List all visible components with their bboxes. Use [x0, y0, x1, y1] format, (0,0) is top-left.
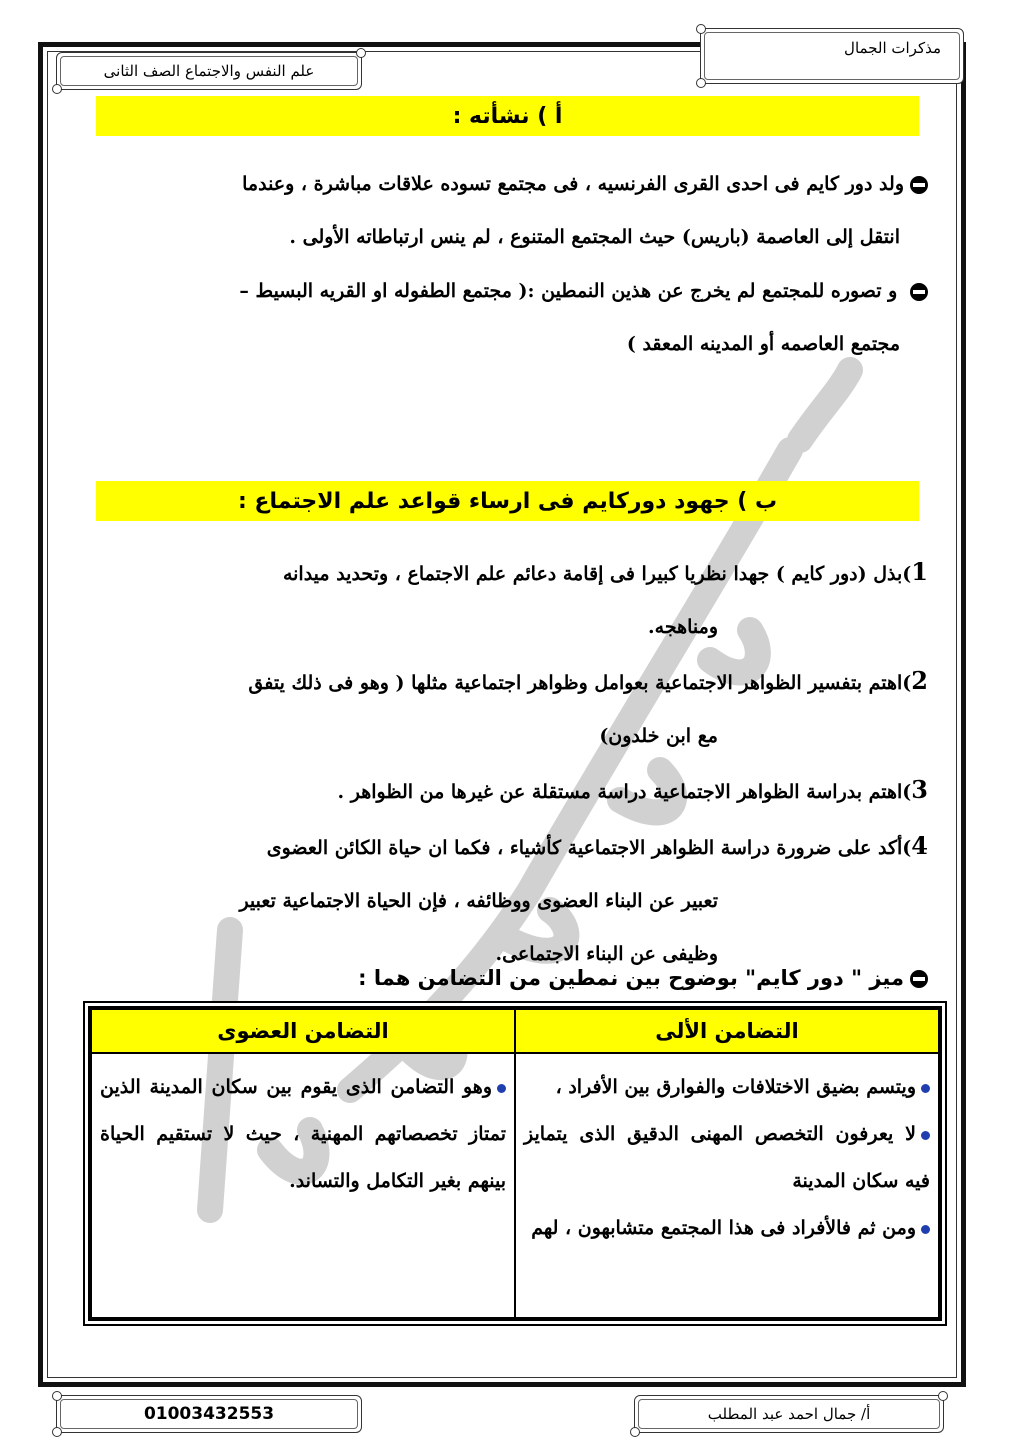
point-text: وهو التضامن الذى يقوم بين سكان المدينة الذين تمتاز تخصصاتهم المهنية ، حيث لا تستقيم الحياة بينهم بغير التكامل والتساند. — [100, 1076, 506, 1192]
list-item — [90, 654, 928, 763]
scroll-curl-icon — [938, 1391, 948, 1401]
section-a-title: أ ) نشأته : — [96, 96, 919, 136]
item-number: 4 — [911, 831, 928, 860]
section-a-paragraph-1 — [90, 158, 928, 264]
item-number: 2 — [911, 666, 928, 695]
item-line: )أكد على ضرورة دراسة الظواهر الاجتماعية كأشياء ، فكما ان حياة الكائن العضوى — [266, 837, 912, 859]
scroll-curl-icon — [52, 84, 62, 94]
item-line: وظيفى عن البناء الاجتماعى. — [495, 943, 718, 965]
scroll-curl-icon — [696, 24, 706, 34]
scroll-curl-icon — [52, 1427, 62, 1437]
solidarity-table — [88, 1006, 942, 1321]
item-line: مع ابن خلدون) — [599, 725, 718, 747]
brand-label — [700, 28, 964, 84]
table-point — [524, 1111, 930, 1205]
para-line: و تصوره للمجتمع لم يخرج عن هذين النمطين :( مجتمع الطفوله او القريه البسيط – — [239, 280, 898, 302]
organic-solidarity-cell — [91, 1053, 515, 1318]
scroll-curl-icon — [696, 78, 706, 88]
para-line: انتقل إلى العاصمة (باريس) حيث المجتمع المتنوع ، لم ينس ارتباطاته الأولى . — [289, 226, 900, 248]
item-line: )اهتم بتفسير الظواهر الاجتماعية بعوامل وظواهر اجتماعية مثلها ( وهو فى ذلك يتفق — [248, 672, 912, 694]
bullet-dot-icon — [497, 1084, 506, 1093]
bullet-dot-icon — [921, 1225, 930, 1234]
phone-label — [56, 1395, 362, 1433]
bullet-dot-icon — [921, 1084, 930, 1093]
table-point — [524, 1064, 930, 1111]
scroll-curl-icon — [52, 1391, 62, 1401]
author-label — [634, 1395, 944, 1433]
section-a-paragraph-2 — [90, 265, 928, 371]
mechanical-solidarity-cell — [515, 1053, 939, 1318]
column-header-organic: التضامن العضوى — [91, 1009, 515, 1053]
list-item — [90, 819, 928, 981]
solidarity-intro-text: ميز " دور كايم" بوضوح بين نمطين من التضامن هما : — [358, 966, 904, 990]
author-text: أ/ جمال احمد عبد المطلب — [707, 1405, 871, 1423]
point-text: ومن ثم فالأفراد فى هذا المجتمع متشابهون ، لهم — [531, 1217, 916, 1239]
solidarity-intro — [90, 966, 928, 990]
item-number: 1 — [911, 557, 928, 586]
item-number: 3 — [911, 775, 928, 804]
point-text: لا يعرفون التخصص المهنى الدقيق الذى يتمايز فيه سكان المدينة — [524, 1123, 930, 1192]
subject-label — [56, 52, 362, 90]
circle-bullet-icon — [910, 970, 928, 988]
para-line: مجتمع العاصمه أو المدينه المعقد ) — [626, 333, 900, 355]
circle-bullet-icon — [910, 283, 928, 301]
list-item — [90, 545, 928, 654]
circle-bullet-icon — [910, 176, 928, 194]
table-point — [100, 1064, 506, 1205]
column-header-mechanical: التضامن الألى — [515, 1009, 939, 1053]
brand-text: مذكرات الجمال — [844, 39, 941, 57]
bullet-dot-icon — [921, 1131, 930, 1140]
list-item — [90, 763, 928, 819]
subject-text: علم النفس والاجتماع الصف الثانى — [103, 62, 315, 80]
item-line: ومناهجه. — [648, 616, 718, 638]
para-line: ولد دور كايم فى احدى القرى الفرنسيه ، فى مجتمع تسوده علاقات مباشرة ، وعندما — [242, 173, 904, 195]
item-line: )بذل (دور كايم ) جهدا نظريا كبيرا فى إقامة دعائم علم الاجتماع ، وتحديد ميدانه — [282, 563, 912, 585]
table-point — [524, 1205, 930, 1252]
item-line: تعبير عن البناء العضوى ووظائفه ، فإن الحياة الاجتماعية تعبير — [239, 890, 718, 912]
phone-text: 01003432553 — [143, 1404, 275, 1424]
scroll-curl-icon — [356, 48, 366, 58]
section-b-title: ب ) جهود دوركايم فى ارساء قواعد علم الاجتماع : — [96, 481, 919, 521]
scroll-curl-icon — [630, 1427, 640, 1437]
item-line: )اهتم بدراسة الظواهر الاجتماعية دراسة مستقلة عن غيرها من الظواهر . — [337, 781, 912, 803]
durkheim-efforts-list — [90, 545, 928, 981]
point-text: ويتسم بضيق الاختلافات والفوارق بين الأفراد ، — [555, 1076, 916, 1098]
